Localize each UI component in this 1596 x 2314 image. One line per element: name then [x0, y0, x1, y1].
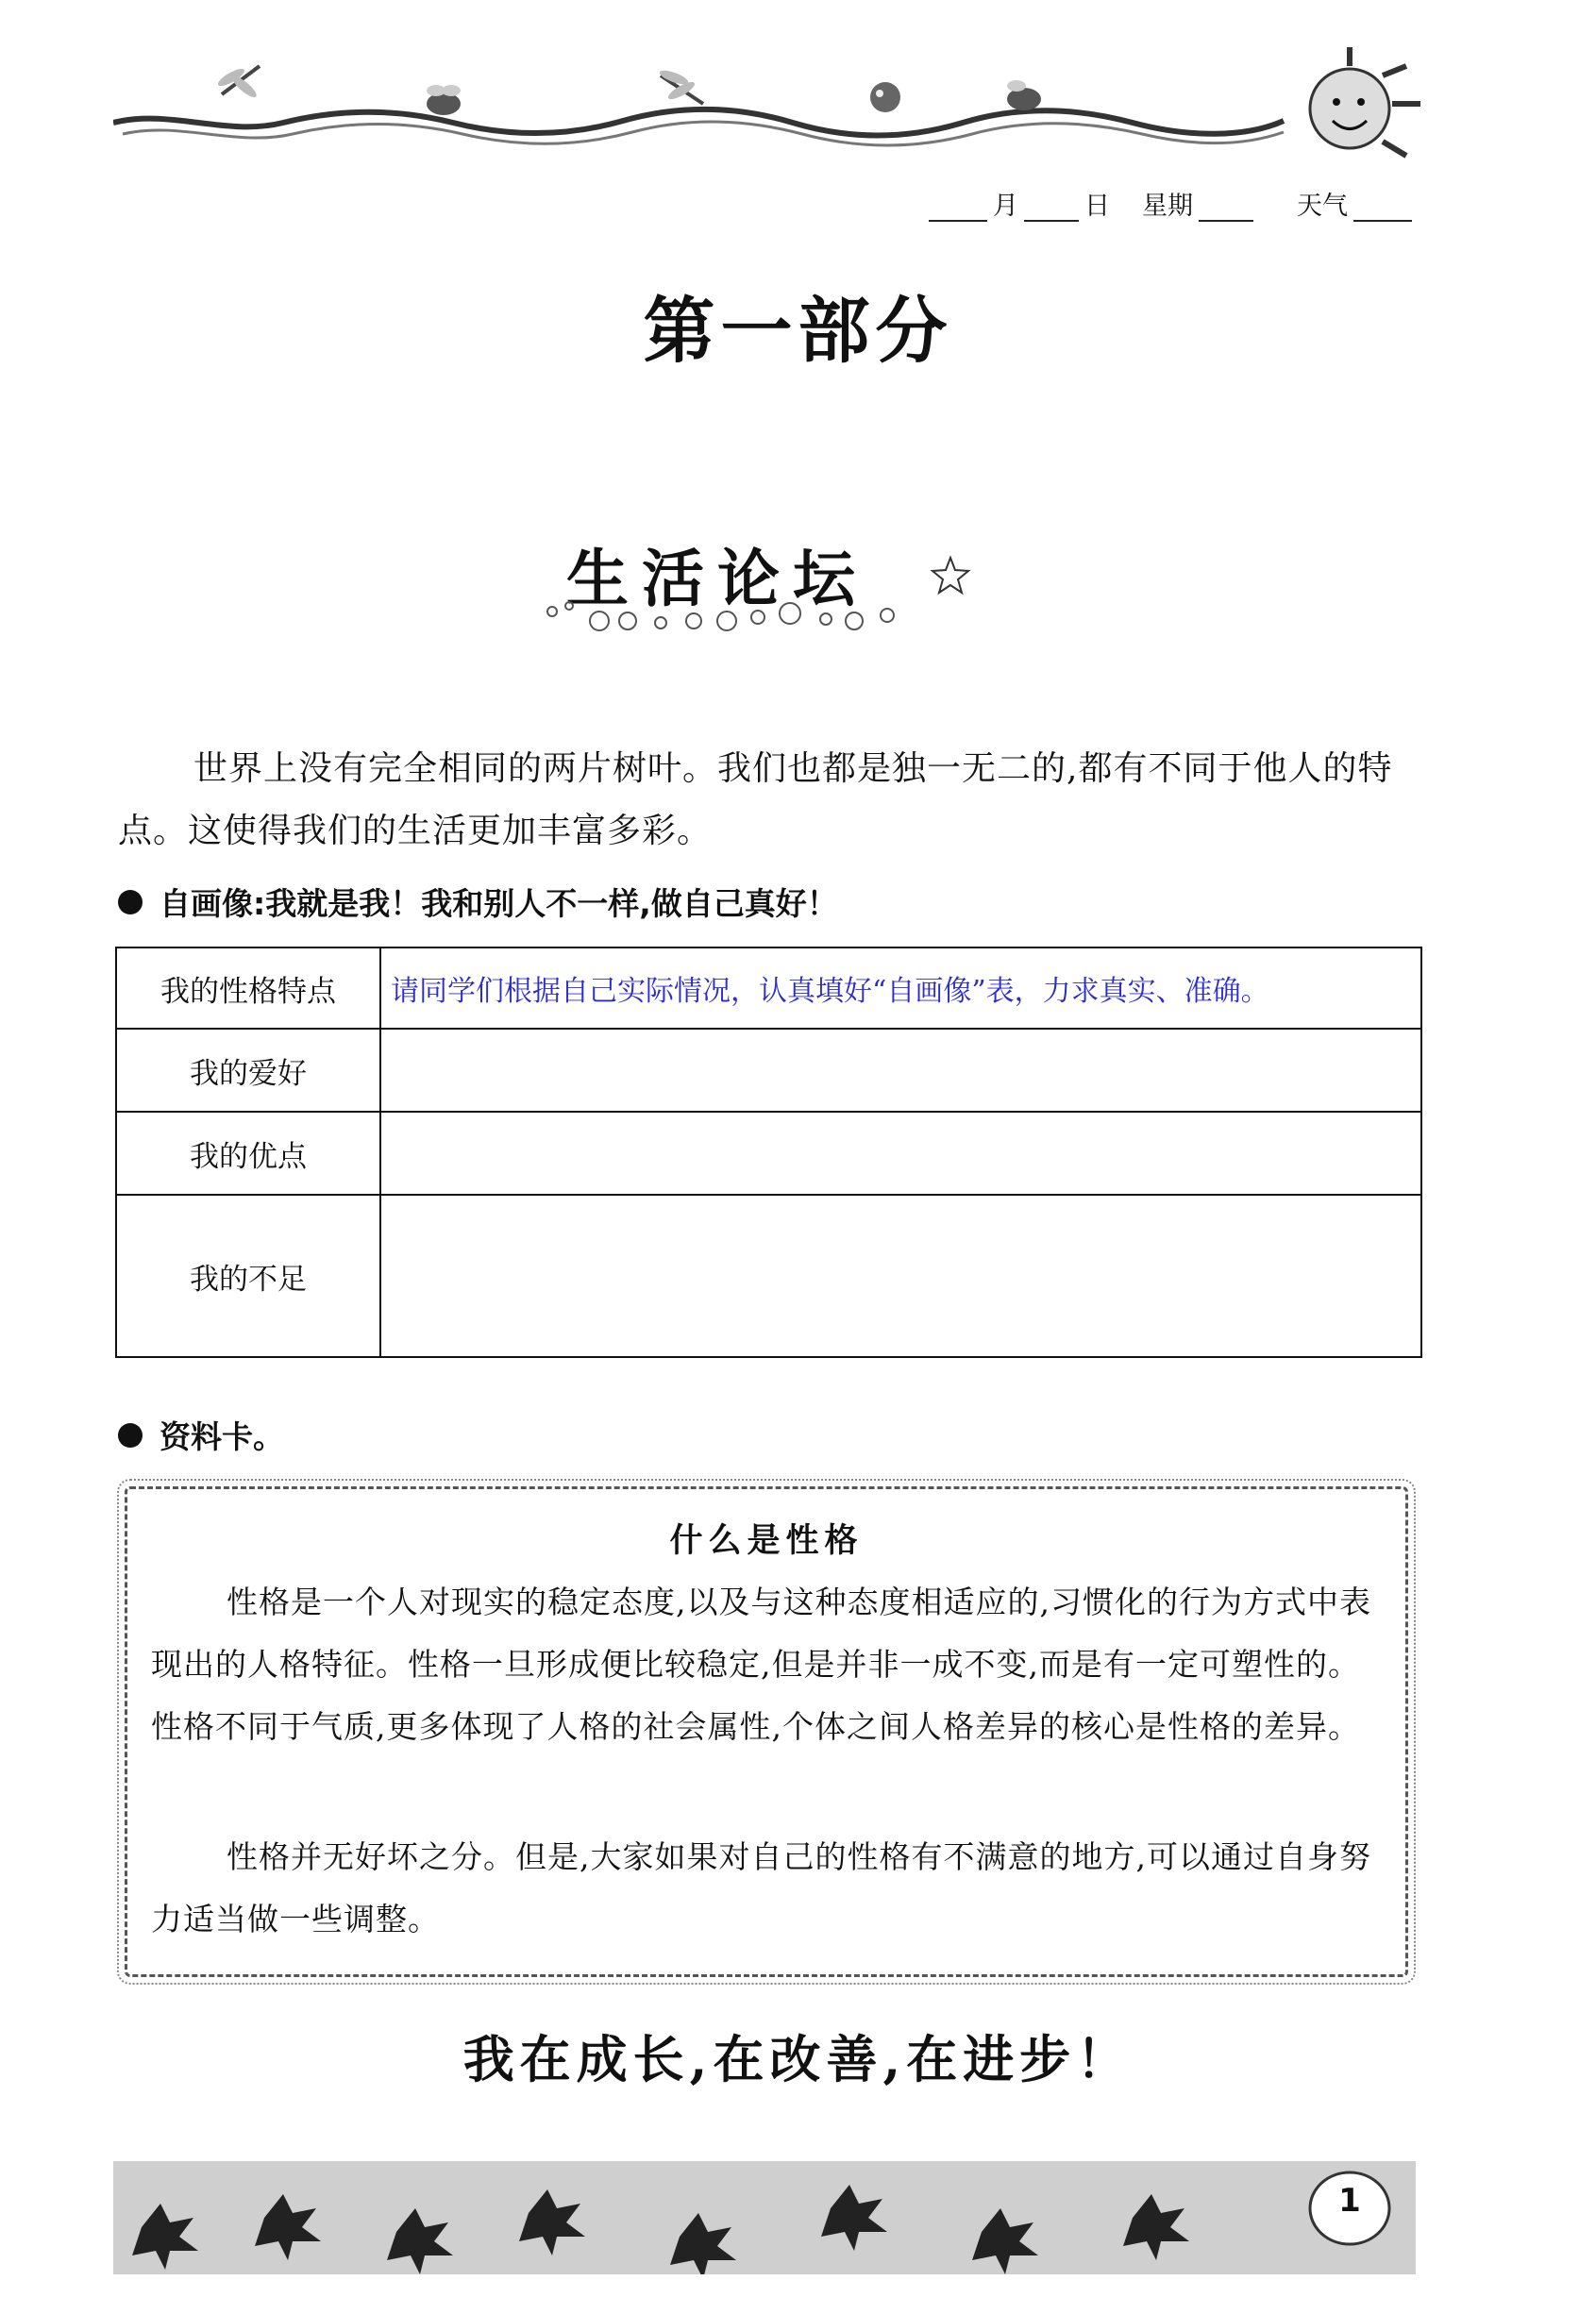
table-row — [116, 1112, 1421, 1195]
star-icon — [930, 555, 971, 596]
day-blank[interactable] — [1024, 195, 1079, 222]
forum-title: 生活论坛 — [566, 543, 868, 615]
weather-blank[interactable] — [1353, 195, 1412, 222]
slogan: 我在成长,在改善,在进步！ — [462, 2029, 1134, 2089]
weekday-blank[interactable] — [1199, 195, 1253, 222]
table-row — [116, 947, 1421, 1029]
section-heading-info-card — [118, 1413, 284, 1457]
bee-icon — [427, 85, 461, 115]
info-card-paragraph-1: 性格是一个人对现实的稳定态度,以及与这种态度相适应的,习惯化的行为方式中表现出的人格特征。性格一旦形成便比较稳定,但是并非一成不变,而是有一定可塑性的。性格不同于气质,更多体现了人格的社会属性,个体之间人格差异的核心是性格的差异。 — [151, 1584, 1371, 1745]
row-value-input[interactable] — [380, 1195, 1421, 1357]
part-title: 第一部分 — [643, 289, 953, 373]
table-row — [116, 1195, 1421, 1357]
row-label: 我的爱好 — [116, 1029, 380, 1112]
month-label: 月 — [993, 192, 1018, 221]
bug-icon — [870, 82, 900, 112]
row-label: 我的优点 — [116, 1112, 380, 1195]
section-heading-text: 资料卡。 — [160, 1418, 284, 1455]
month-blank[interactable] — [929, 195, 987, 222]
intro-paragraph: 世界上没有完全相同的两片树叶。我们也都是独一无二的,都有不同于他人的特点。这使得我们的生活更加丰富多彩。 — [118, 749, 1393, 850]
row-value-input[interactable] — [380, 1112, 1421, 1195]
header-decoration — [113, 28, 1435, 179]
bubbles-decoration — [543, 593, 920, 640]
bullet-icon — [118, 890, 143, 914]
page-number: 1 — [1338, 2182, 1361, 2220]
footer-leaves-band — [113, 2161, 1416, 2274]
info-card-title: 什么是性格 — [669, 1521, 864, 1560]
row-label: 我的性格特点 — [116, 947, 380, 1029]
day-label: 日 — [1084, 192, 1110, 221]
weather-label: 天气 — [1297, 192, 1348, 221]
bee-icon — [1007, 80, 1041, 110]
bullet-icon — [118, 1423, 143, 1448]
section-heading-self-portrait — [118, 880, 838, 924]
row-label: 我的不足 — [116, 1195, 380, 1357]
row-value-input[interactable]: 请同学们根据自己实际情况，认真填好“自画像”表，力求真实、准确。 — [380, 947, 1421, 1029]
dragonfly-icon — [658, 68, 703, 104]
self-portrait-table — [115, 947, 1422, 1358]
section-heading-text: 自画像:我就是我！我和别人不一样,做自己真好！ — [160, 885, 838, 922]
sun-icon — [1310, 47, 1420, 156]
date-line — [929, 185, 1412, 222]
table-row — [116, 1029, 1421, 1112]
dragonfly-icon — [216, 66, 260, 100]
weekday-label: 星期 — [1142, 192, 1193, 221]
info-card-paragraph-2: 性格并无好坏之分。但是,大家如果对自己的性格有不满意的地方,可以通过自身努力适当做一些调整。 — [151, 1838, 1371, 1937]
row-value-input[interactable] — [380, 1029, 1421, 1112]
